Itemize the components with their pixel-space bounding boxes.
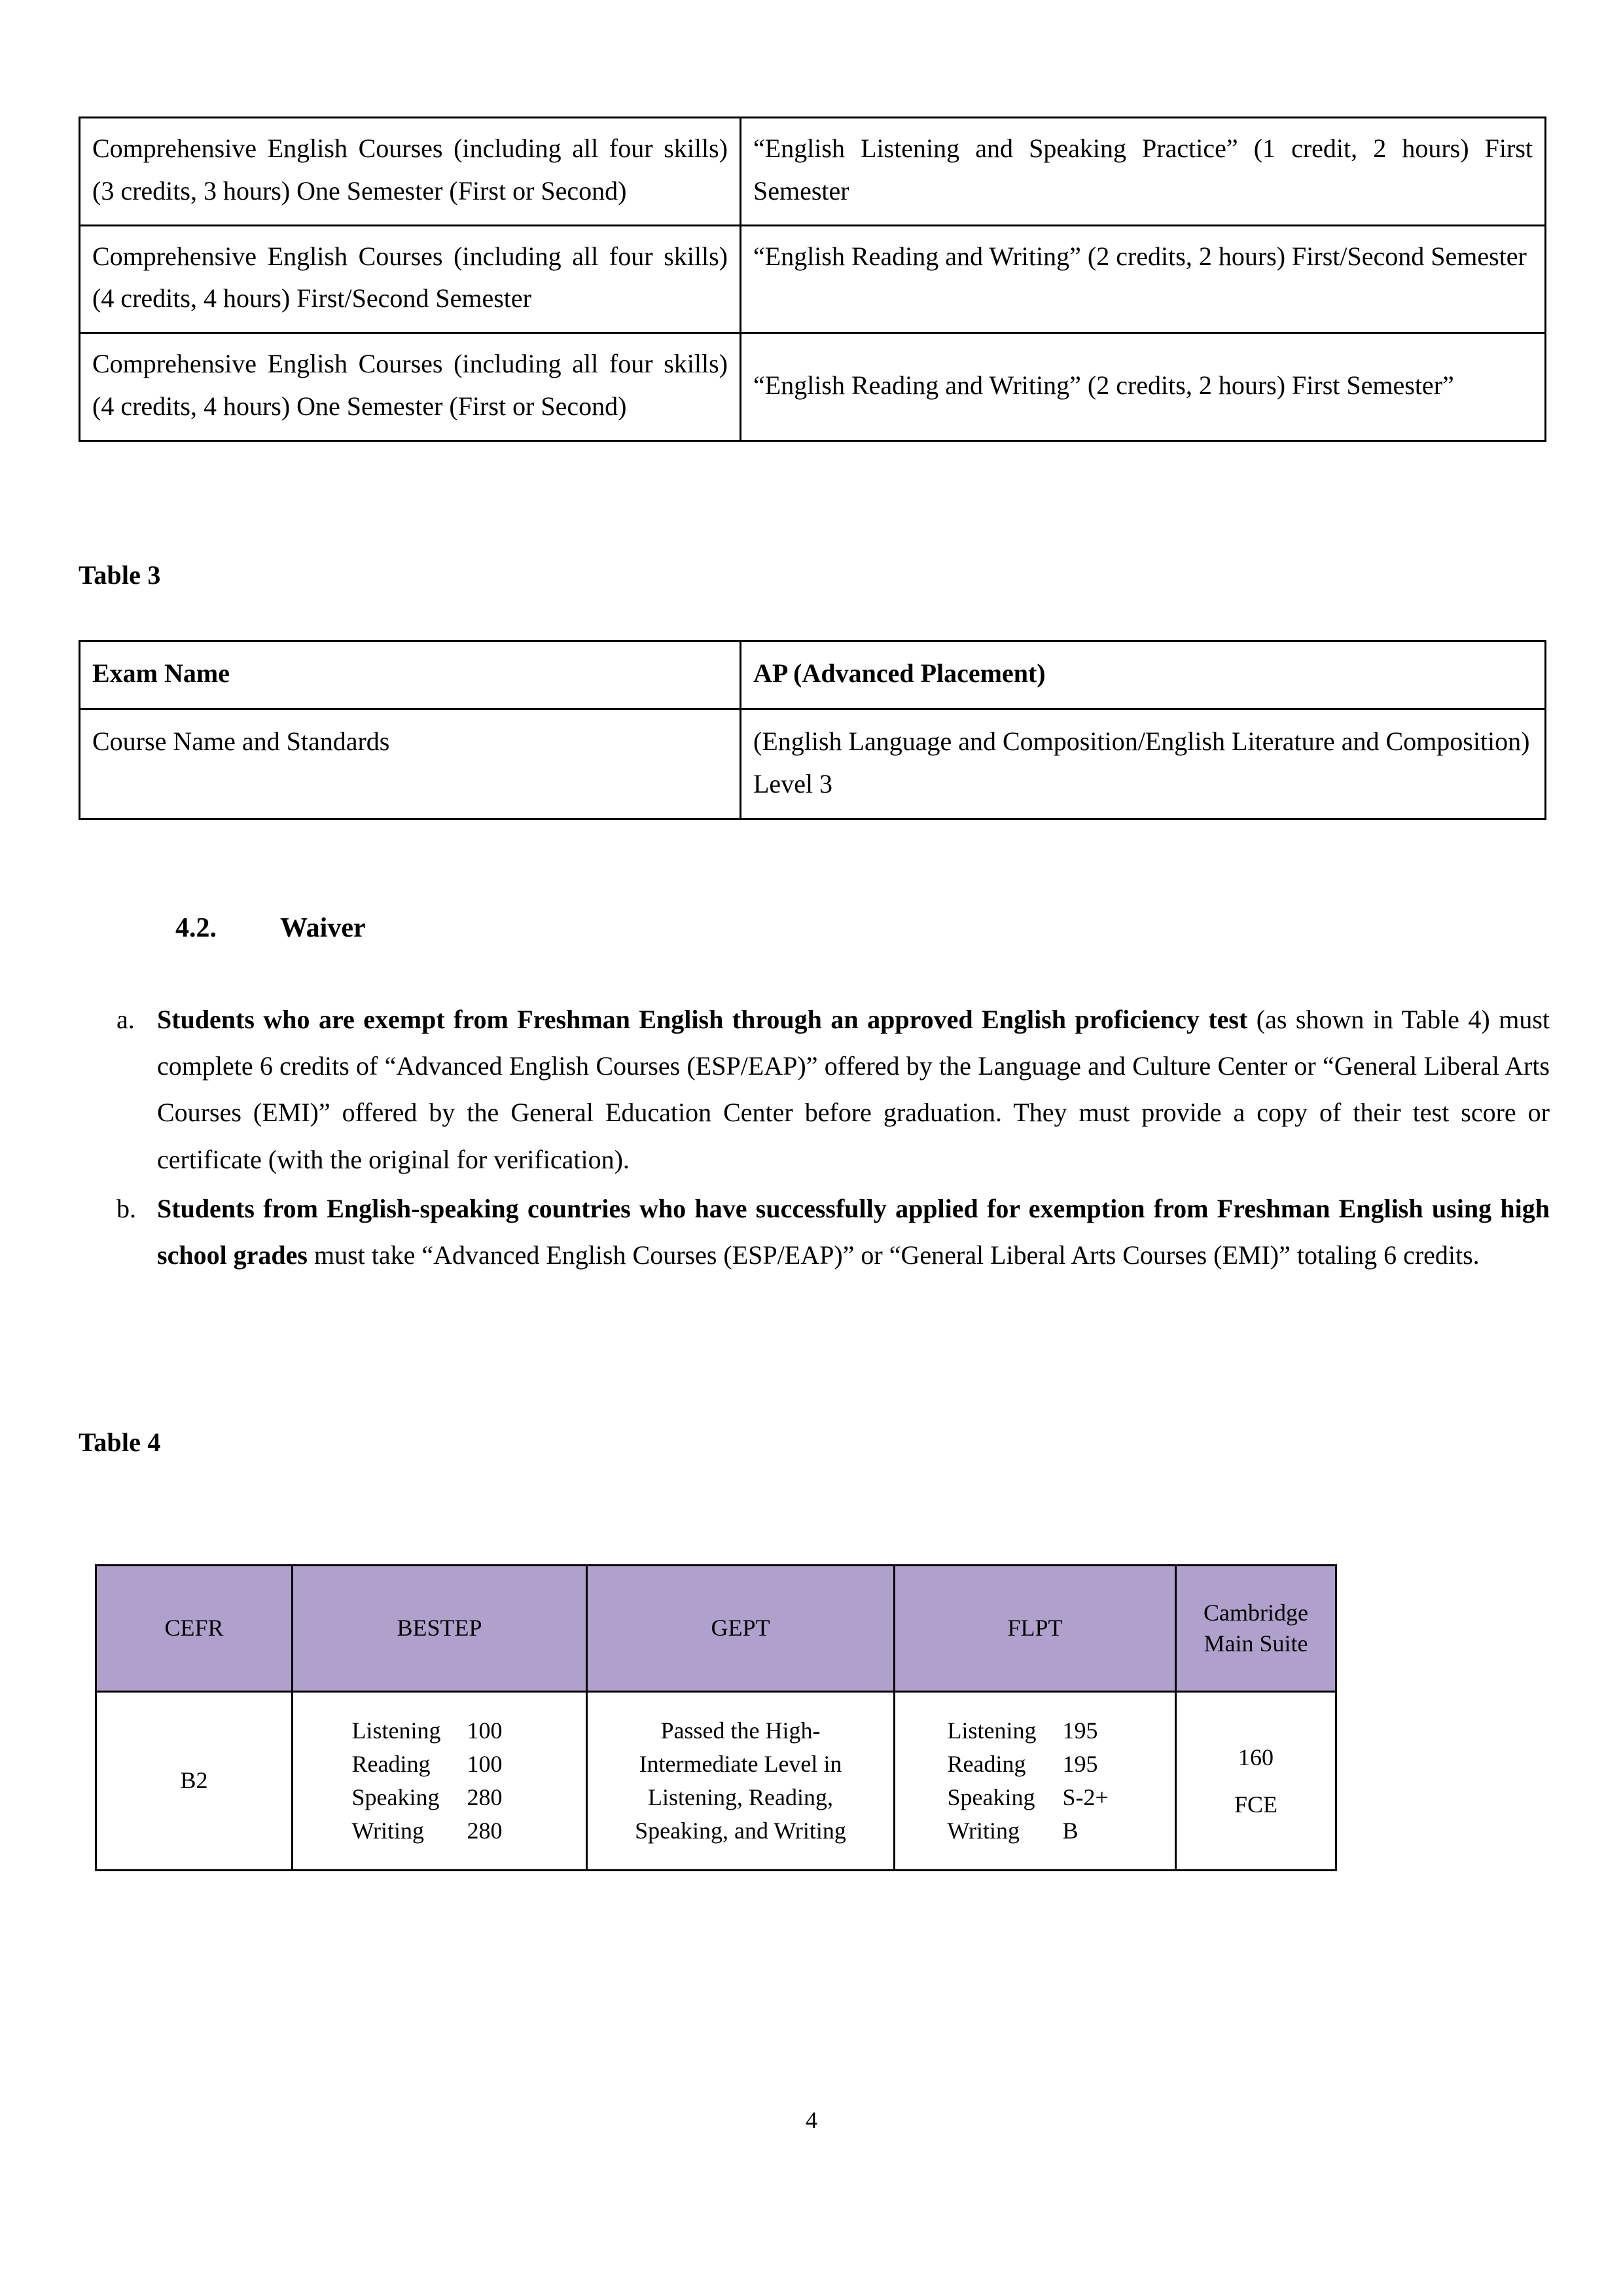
table-3-caption: Table 3 <box>79 560 161 590</box>
course-cell: Comprehensive English Courses (including all four skills) (4 credits, 4 hours) First/Second Semester <box>80 225 741 333</box>
table-row <box>80 225 1546 333</box>
column-header-flpt: FLPT <box>895 1566 1176 1692</box>
list-item <box>116 1185 1550 1278</box>
list-item <box>116 996 1550 1183</box>
table-row <box>80 333 1546 441</box>
gept-line: Speaking, and Writing <box>635 1818 846 1844</box>
bestep-skill-score: 280 <box>467 1784 503 1810</box>
column-header-cefr: CEFR <box>96 1566 293 1692</box>
bestep-skill-score: 100 <box>467 1717 503 1744</box>
list-marker-b: b. <box>116 1193 136 1223</box>
exam-standards-table <box>79 640 1546 820</box>
bestep-skill-label: Speaking <box>351 1784 440 1810</box>
table-4-caption: Table 4 <box>79 1427 161 1457</box>
bestep-skill-score: 280 <box>467 1818 503 1844</box>
flpt-skill-score: S-2+ <box>1062 1784 1109 1810</box>
column-header-bestep: BESTEP <box>293 1566 587 1692</box>
course-name-standards-label: Course Name and Standards <box>80 709 741 819</box>
list-marker-a: a. <box>116 1005 135 1034</box>
cambridge-certificate: FCE <box>1234 1791 1278 1818</box>
skill-row <box>352 1814 527 1848</box>
column-header-exam-name: Exam Name <box>80 641 741 709</box>
flpt-skill-label: Listening <box>947 1717 1037 1744</box>
cambridge-header-line-2: Main Suite <box>1204 1630 1308 1657</box>
skill-row <box>948 1781 1123 1814</box>
column-header-cambridge-main-suite <box>1176 1566 1336 1692</box>
list-item-a-rest: (as shown in Table 4) must complete 6 credits of “Advanced English Courses (ESP/EAP)” offered by the Language and Culture Center or “General Liberal Arts Courses (EMI)” offered by the General Education Center before graduation. They must provide a copy of their test score or certificate (with the original for verification). <box>157 1005 1550 1174</box>
cambridge-score: 160 <box>1238 1744 1274 1770</box>
gept-lines <box>588 1714 893 1848</box>
cambridge-header-line-1: Cambridge <box>1204 1600 1308 1626</box>
bestep-skill-grid <box>352 1714 527 1848</box>
skill-row <box>352 1748 527 1781</box>
gept-line: Intermediate Level in <box>639 1750 842 1777</box>
bestep-skill-label: Writing <box>351 1818 425 1844</box>
skill-row <box>352 1714 527 1748</box>
list-item-b-rest: must take “Advanced English Courses (ESP/EAP)” or “General Liberal Arts Courses (EMI)” totaling 6 credits. <box>308 1240 1480 1270</box>
equivalent-cell: “English Reading and Writing” (2 credits, 2 hours) First/Second Semester <box>741 225 1546 333</box>
table-row <box>80 709 1546 819</box>
section-title: Waiver <box>280 913 366 943</box>
waiver-list <box>116 996 1550 1281</box>
course-cell: Comprehensive English Courses (including all four skills) (4 credits, 4 hours) One Semester (First or Second) <box>80 333 741 441</box>
table-row <box>96 1692 1336 1871</box>
column-header-gept: GEPT <box>587 1566 895 1692</box>
gept-requirement-cell <box>587 1692 895 1871</box>
gept-line: Listening, Reading, <box>648 1784 833 1810</box>
cefr-equivalence-table <box>95 1564 1337 1871</box>
flpt-skill-score: B <box>1062 1818 1079 1844</box>
skill-row <box>352 1781 527 1814</box>
skill-row <box>948 1748 1123 1781</box>
flpt-skill-label: Speaking <box>947 1784 1035 1810</box>
course-mapping-table <box>79 117 1546 442</box>
flpt-scores-cell <box>895 1692 1176 1871</box>
bestep-skill-label: Reading <box>351 1750 431 1777</box>
bestep-skill-label: Listening <box>351 1717 441 1744</box>
skill-row <box>948 1714 1123 1748</box>
flpt-skill-label: Reading <box>947 1750 1026 1777</box>
section-heading-waiver <box>175 912 366 944</box>
course-cell: Comprehensive English Courses (including all four skills) (3 credits, 3 hours) One Semester (First or Second) <box>80 118 741 226</box>
cefr-level-value: B2 <box>96 1692 293 1871</box>
bestep-skill-score: 100 <box>467 1750 503 1777</box>
list-item-a-bold: Students who are exempt from Freshman English through an approved English proficiency test <box>157 1005 1248 1034</box>
gept-line: Passed the High- <box>660 1717 821 1744</box>
flpt-skill-score: 195 <box>1062 1750 1098 1777</box>
page-number: 4 <box>806 2107 817 2133</box>
bestep-scores-cell <box>293 1692 587 1871</box>
cambridge-main-suite-cell <box>1176 1692 1336 1871</box>
list-item-b-body <box>157 1185 1550 1278</box>
skill-row <box>948 1814 1123 1848</box>
table-row <box>80 118 1546 226</box>
equivalent-cell: “English Reading and Writing” (2 credits, 2 hours) First Semester” <box>741 333 1546 441</box>
table-header-row <box>96 1566 1336 1692</box>
column-header-ap: AP (Advanced Placement) <box>741 641 1546 709</box>
section-number: 4.2. <box>175 913 217 943</box>
table-header-row <box>80 641 1546 709</box>
course-name-standards-value: (English Language and Composition/English Literature and Composition) Level 3 <box>741 709 1546 819</box>
equivalent-cell: “English Listening and Speaking Practice” (1 credit, 2 hours) First Semester <box>741 118 1546 226</box>
flpt-skill-score: 195 <box>1062 1717 1098 1744</box>
cambridge-values <box>1234 1734 1277 1828</box>
flpt-skill-label: Writing <box>947 1818 1020 1844</box>
list-item-b-bold: Students from English-speaking countries who have successfully applied for exemption from Freshman English using high school grades <box>157 1193 1550 1270</box>
list-item-a-body <box>157 996 1550 1183</box>
flpt-skill-grid <box>948 1714 1123 1848</box>
